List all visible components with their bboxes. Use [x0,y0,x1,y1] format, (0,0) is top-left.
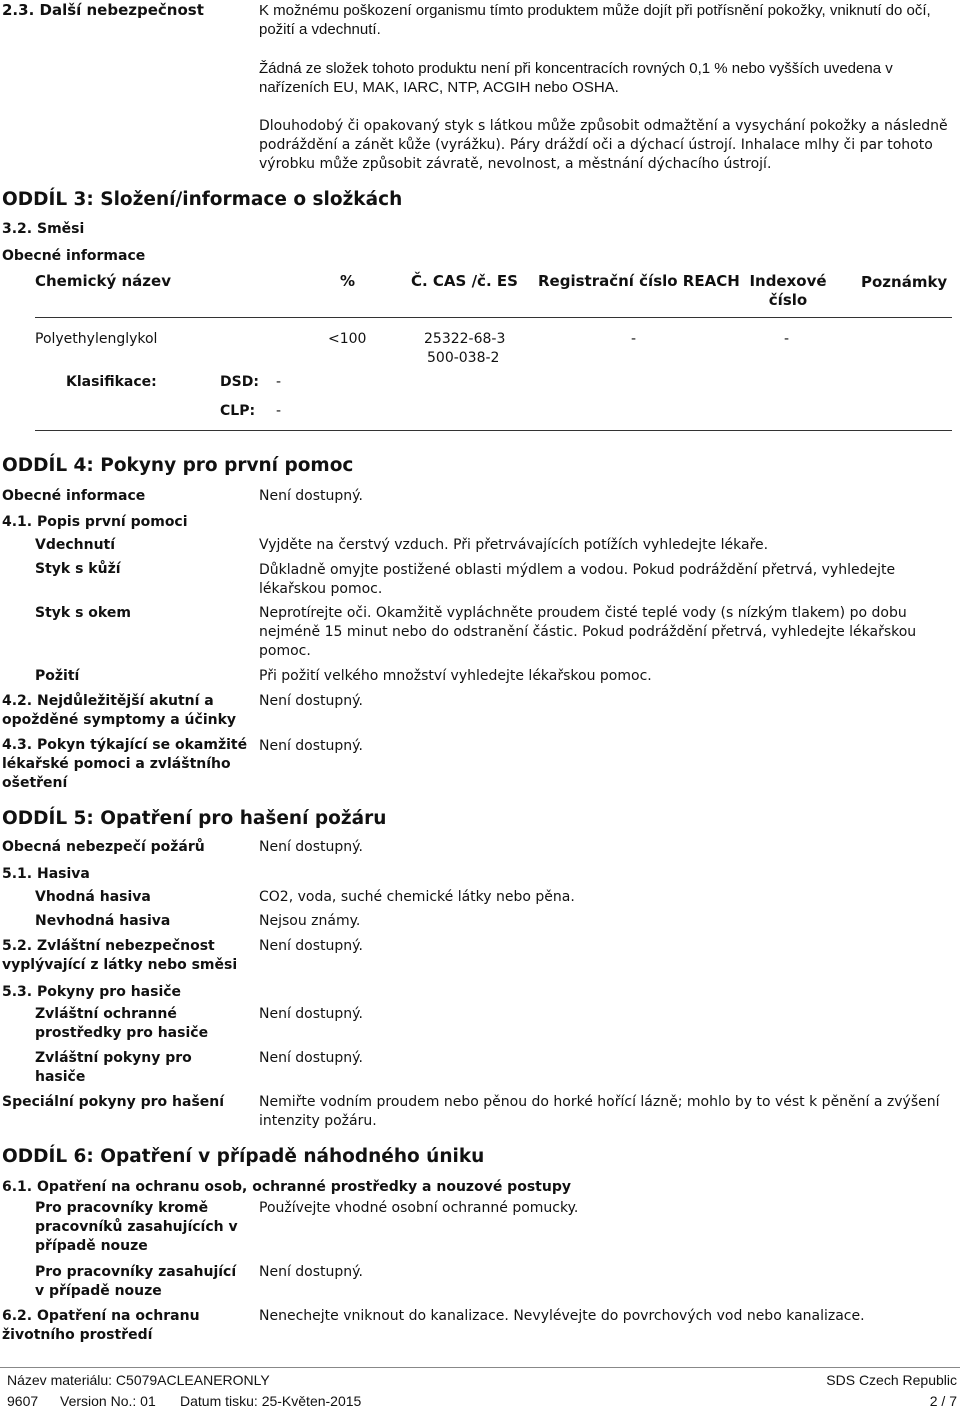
section-4-title: ODDÍL 4: Pokyny pro první pomoc [2,455,354,476]
s4-general-value: Není dostupný. [259,488,363,504]
s4-3-label: 4.3. Pokyn týkající se okamžité lékařské pomoci a zvláštního ošetření [2,737,248,791]
col-header-name: Chemický název [35,272,171,290]
substance-index: - [784,331,790,347]
unsuitable-media-value: Nejsou známy. [259,913,361,929]
special-methods-value: Nemiřte vodním proudem nebo pěnou do horké hořící lázně; mohlo by to vést k pěnění a zvýšení intenzity požáru. [259,1094,940,1129]
section-6-title: ODDÍL 6: Opatření v případě náhodného úniku [2,1146,485,1167]
s4-2-label: 4.2. Nejdůležitější akutní a opožděné symptomy a účinky [2,693,237,728]
emergency-responders-label: Pro pracovníky zasahující v případě nouze [35,1264,237,1299]
s6-2-value: Nenechejte vniknout do kanalizace. Nevylévejte do povrchových vod nebo kanalizace. [259,1308,865,1324]
s5-2-label: 5.2. Zvláštní nebezpečnost vyplývající z látky nebo směsi [2,938,238,973]
suitable-media-label: Vhodná hasiva [35,889,151,905]
skin-label: Styk s kůží [35,561,121,577]
hazard-text-1: K možnému poškození organismu tímto produktem může dojít při potřísnění pokožky, vniknutí do očí, požití a vdechnutí. [259,2,931,38]
s5-general-label: Obecná nebezpečí požárů [2,839,205,855]
footer-print-date: Datum tisku: 25-Květen-2015 [180,1393,362,1409]
col-header-index: Indexové číslo [749,272,827,309]
inhalation-value: Vyjděte na čerstvý vzduch. Při přetrvávajících potížích vyhledejte lékaře. [259,537,769,553]
s5-1-label: 5.1. Hasiva [2,866,90,882]
classification-label: Klasifikace: [66,374,157,390]
suitable-media-value: CO2, voda, suché chemické látky nebo pěna. [259,889,575,905]
section-3-title: ODDÍL 3: Složení/informace o složkách [2,189,403,210]
substance-name: Polyethylenglykol [35,331,158,347]
footer-material-name: Název materiálu: C5079ACLEANERONLY [7,1372,270,1388]
ingestion-value: Při požití velkého množství vyhledejte lékařskou pomoc. [259,668,652,684]
substance-es: 500-038-2 [427,350,500,366]
table-bottom-divider [35,430,952,431]
firefighting-procedures-value: Není dostupný. [259,1050,363,1066]
col-header-reach: Registrační číslo REACH [538,272,740,290]
footer-page-number: 2 / 7 [929,1393,957,1409]
s4-2-value: Není dostupný. [259,693,363,709]
s6-1-label: 6.1. Opatření na ochranu osob, ochranné prostředky a nouzové postupy [2,1179,571,1195]
protective-equipment-value: Není dostupný. [259,1006,363,1022]
footer-document-type: SDS Czech Republic [826,1372,957,1388]
general-info-label: Obecné informace [2,248,146,264]
inhalation-label: Vdechnutí [35,537,116,553]
substance-cas: 25322-68-3 [424,331,506,347]
clp-label: CLP: [220,403,256,419]
firefighting-procedures-label: Zvláštní pokyny pro hasiče [35,1050,192,1085]
s5-3-label: 5.3. Pokyny pro hasiče [2,984,182,1000]
skin-value: Důkladně omyjte postižené oblasti mýdlem a vodou. Pokud podráždění přetrvá, vyhledejte lékařskou pomoc. [259,562,896,597]
section-2-3-label: 2.3. Další nebezpečnost [2,1,204,19]
s5-2-value: Není dostupný. [259,938,363,954]
eye-label: Styk s okem [35,605,131,621]
footer-id: 9607 [7,1393,39,1409]
s4-1-label: 4.1. Popis první pomoci [2,514,188,530]
s4-3-value: Není dostupný. [259,738,363,754]
clp-value: - [276,403,282,419]
footer-divider [0,1367,960,1368]
col-header-pct: % [340,272,356,290]
hazard-text-2: Žádná ze složek tohoto produktu není při koncentracích rovných 0,1 % nebo vyšších uvedena v nařízeních EU, MAK, IARC, NTP, ACGIH nebo OSHA. [259,60,893,96]
footer-version: Version No.: 01 [60,1393,156,1409]
unsuitable-media-label: Nevhodná hasiva [35,913,171,929]
hazard-text-3: Dlouhodobý či opakovaný styk s látkou může způsobit odmažtění a vysychání pokožky a následně podráždění a zánět kůže (vyrážku). Páry dráždí oči a dýchací ústrojí. Inhalace mlhy či par tohoto výrobku může způsobit závratě, nevolnost, a městnání dýchacího ústrojí. [259,118,948,172]
col-header-cas: Č. CAS /č. ES [411,272,518,290]
s6-2-label: 6.2. Opatření na ochranu životního prostředí [2,1308,200,1343]
dsd-value: - [276,374,282,390]
non-emergency-value: Používejte vhodné osobní ochranné pomucky. [259,1200,579,1216]
protective-equipment-label: Zvláštní ochranné prostředky pro hasiče [35,1006,209,1041]
special-methods-label: Speciální pokyny pro hašení [2,1094,225,1110]
eye-value: Neprotírejte oči. Okamžitě vypláchněte proudem čisté teplé vody (s nízkým tlakem) po dobu nejméně 15 minut nebo do odstranění částic. Pokud podráždění přetrvá, vyhledejte lékařskou pomoc. [259,605,917,659]
substance-reach: - [631,331,637,347]
section-3-2-label: 3.2. Směsi [2,221,85,237]
col-header-notes: Poznámky [861,273,948,291]
s5-general-value: Není dostupný. [259,839,363,855]
emergency-responders-value: Není dostupný. [259,1264,363,1280]
dsd-label: DSD: [220,374,259,390]
ingestion-label: Požití [35,668,80,684]
substance-pct: <100 [328,331,367,347]
table-header-divider [35,317,952,318]
s4-general-label: Obecné informace [2,488,146,504]
non-emergency-label: Pro pracovníky kromě pracovníků zasahujících v případě nouze [35,1200,238,1254]
section-5-title: ODDÍL 5: Opatření pro hašení požáru [2,808,387,829]
